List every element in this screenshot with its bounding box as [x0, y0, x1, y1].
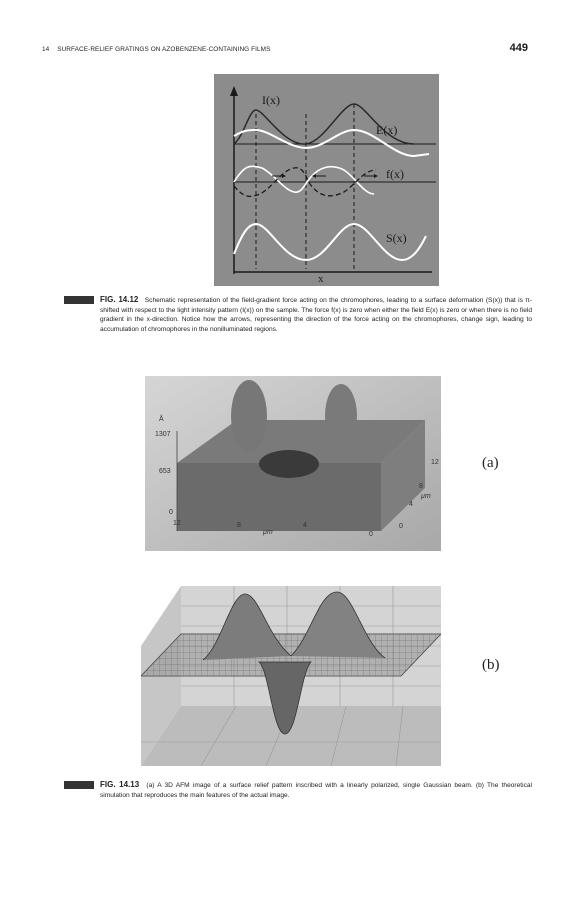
y-tick-8: 8 — [419, 483, 423, 490]
caption-marker-bar — [64, 781, 94, 789]
caption-text: Schematic representation of the field-gradient force acting on the chromophores, leading to a surface deformation (S(x)) that is π-shifted with respect to the light intensity pattern (I(x)) on the sample. The force f(x) is zero when either the field E(x) is zero or when there is no field gradient in the x-direction. Notice how the arrows, representing the direction of the force acting on the chromophores, change sign, leading to accumulation of chromophores in the nonilluminated regions. — [100, 297, 532, 333]
y-tick-4: 4 — [409, 501, 413, 508]
caption-number: FIG. 14.13 — [100, 780, 140, 789]
label-E: E(x) — [376, 123, 398, 137]
page-number: 449 — [509, 42, 528, 54]
afm-peak-right — [325, 384, 357, 448]
caption-fig-14-12 — [100, 295, 532, 334]
running-header — [42, 46, 270, 53]
y-tick-0: 0 — [399, 523, 403, 530]
running-title: SURFACE-RELIEF GRATINGS ON AZOBENZENE-CONTAINING FILMS — [57, 46, 271, 53]
x-tick-4: 4 — [303, 522, 307, 529]
afm-crater — [259, 450, 319, 478]
z-tick-0: 0 — [169, 509, 173, 516]
label-x: x — [318, 273, 324, 285]
x-unit: μm — [263, 529, 273, 536]
panel-label-b: (b) — [482, 657, 500, 673]
figure-14-13-b — [141, 586, 441, 766]
afm-image-svg — [145, 376, 441, 551]
afm-peak-left — [231, 380, 267, 452]
y-tick-12: 12 — [431, 459, 439, 466]
panel-label-a: (a) — [482, 455, 499, 471]
simulation-svg — [141, 586, 441, 766]
caption-text: (a) A 3D AFM image of a surface relief pattern inscribed with a linearly polarized, single Gaussian beam. (b) The theoretical simulation that reproduces the main features of the actual image. — [100, 782, 533, 799]
caption-marker-bar — [64, 296, 94, 304]
label-I: I(x) — [262, 93, 280, 107]
x-tick-0: 0 — [369, 531, 373, 538]
z-unit: Å — [159, 416, 164, 423]
y-unit: μm — [421, 493, 431, 500]
figure-14-12-background — [214, 74, 439, 286]
x-tick-8: 8 — [237, 522, 241, 529]
z-tick-653: 653 — [159, 468, 171, 475]
chapter-number: 14 — [42, 46, 50, 53]
figure-14-13-a — [145, 376, 441, 551]
figure-14-12-svg — [214, 74, 439, 286]
label-f: f(x) — [386, 167, 404, 181]
label-S: S(x) — [386, 231, 407, 245]
caption-fig-14-13 — [100, 780, 532, 800]
caption-number: FIG. 14.12 — [100, 295, 139, 304]
x-tick-12: 12 — [173, 520, 181, 527]
figure-14-12 — [214, 74, 439, 286]
z-tick-1307: 1307 — [155, 431, 171, 438]
